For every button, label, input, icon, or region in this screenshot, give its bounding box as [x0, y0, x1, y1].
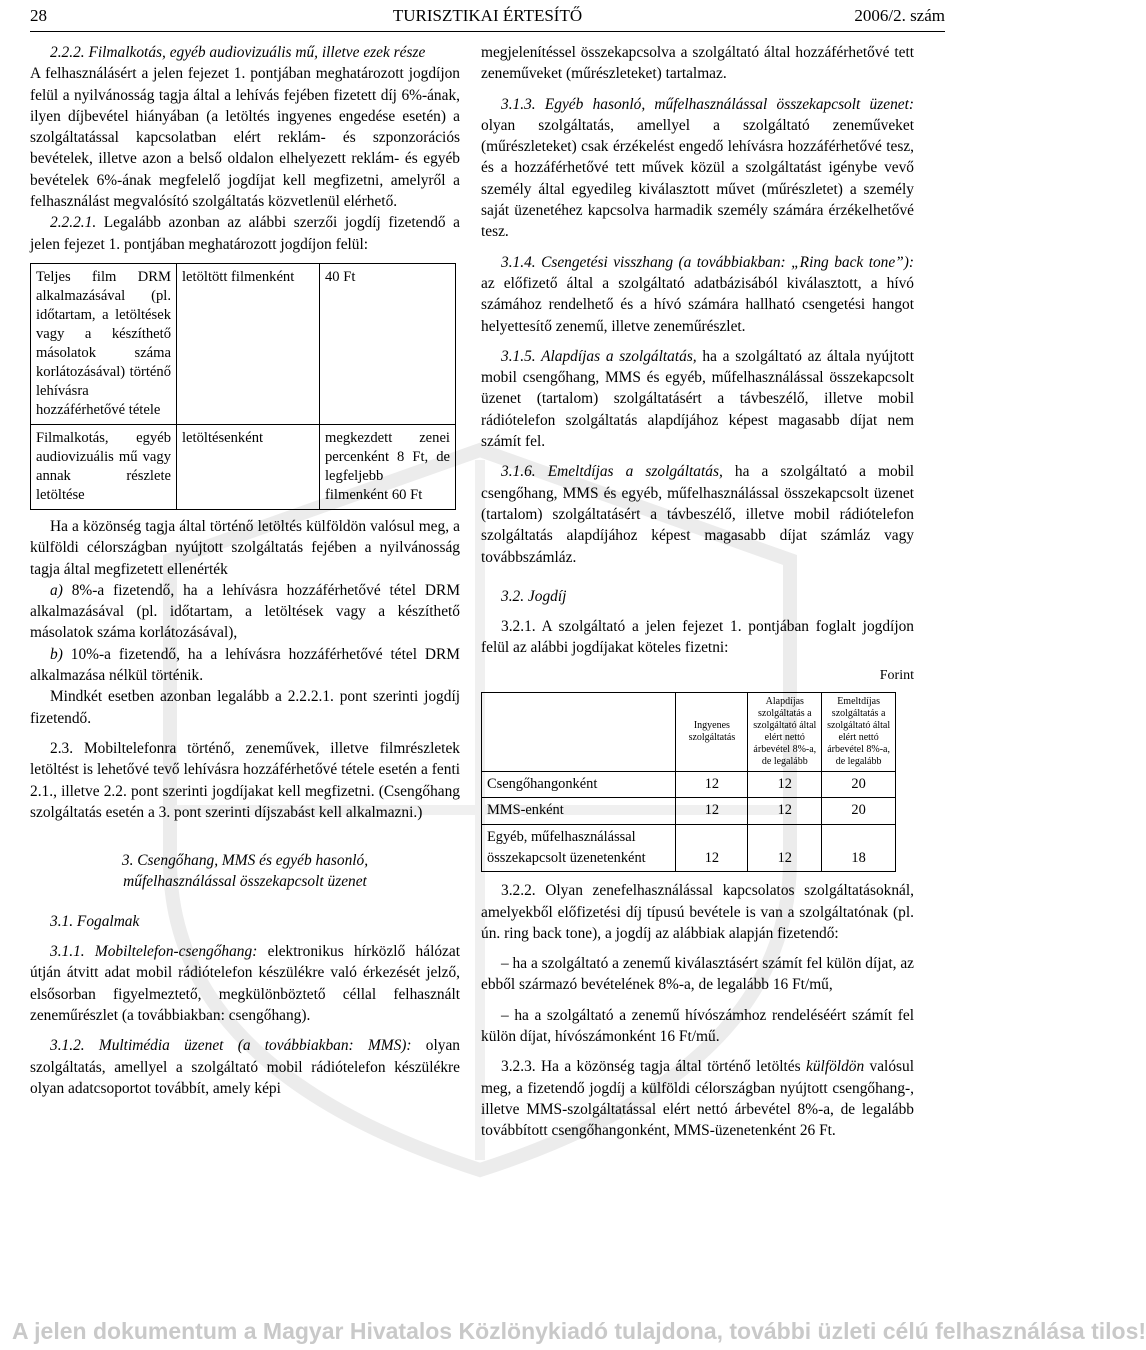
section-3-2-2: 3.2.2. Olyan zenefelhasználással kapcsolatos szolgáltatásoknál, amelyekből előfizetési díj típusú bevétele is van a szolgáltatónak (pl. ún. ring back tone), a jogdíj az alábbiak alapján fizetendő: — [481, 882, 914, 942]
table-cell: MMS-enként — [482, 798, 676, 824]
section-3-1-5: 3.1.5. Alapdíjas a szolgáltatás, ha a szolgáltató az általa nyújtott mobil csengőhang, MMS és egyéb, műfelhasználással összekapcsolt üzenet (tartalom) szolgáltatásért a távbeszélő, illetve mobil rádiótelefon szolgáltatás alapdíjához képest magasabb díjat nem számít fel. — [481, 347, 914, 451]
right-column — [481, 42, 914, 1141]
royalty-table — [481, 692, 896, 872]
left-column — [30, 42, 460, 1099]
table-row — [31, 424, 456, 509]
table-cell: 12 — [676, 798, 748, 824]
journal-title: TURISZTIKAI ÉRTESÍTŐ — [392, 6, 583, 25]
table-cell: 40 Ft — [320, 263, 456, 424]
table-cell: Egyéb, műfelhasználással összekapcsolt üzenetenként — [482, 824, 676, 872]
mms-continuation: megjelenítéssel összekapcsolva a szolgáltató által hozzáférhetővé tett zeneműveket (műrészleteket) tartalmaz. — [481, 44, 914, 83]
table-header — [482, 693, 676, 772]
section-2-2-2-body: A felhasználásért a jelen fejezet 1. pontjában meghatározott jogdíjon felül a nyilvánosság tagja által a lehívás fejében fizetett díj 6%-ának, ilyen díjbevétel hiányában (a letöltés ingyenes engedése esetén) a szolgáltatással kapcsolatban elért reklám- és szponzorációs bevételek, illetve azon a belső oldalon elhelyezett reklám- és egyéb bevételek 6%-ának megfelelő jogdíjat kell megfizetni, amelyről a felhasználást megvalósító szolgáltatás közvetlenül elérhető. — [30, 65, 460, 211]
section-2-2-2-title: 2.2.2. Filmalkotás, egyéb audiovizuális mű, illetve ezek része — [50, 44, 426, 61]
table-header: Ingyenes szolgáltatás — [676, 693, 748, 772]
currency-label: Forint — [879, 667, 914, 683]
table-header-row — [482, 693, 896, 772]
table-cell: 20 — [822, 798, 896, 824]
table-cell: 18 — [822, 824, 896, 872]
dash-item-2: – ha a szolgáltató a zenemű hívószámhoz rendeléséért számít fel külön díjat, hívószámonként 16 Ft/mű. — [481, 1006, 914, 1045]
section-3-1-4: 3.1.4. Csengetési visszhang (a továbbiakban: „Ring back tone”): az előfizető által a szolgáltató adatbázisából kiválasztott, a hívó számához rendelhető és a hívó számára hallható csengetési hangot helyettesítő zenemű, illetve zeneműrészlet. — [481, 253, 914, 335]
item-b: b) 10%-a fizetendő, ha a lehívásra hozzáférhetővé tétel DRM alkalmazása nélkül történik. — [30, 645, 460, 685]
table-cell: 12 — [748, 772, 822, 798]
table-cell: 12 — [676, 824, 748, 872]
section-2-2-2-1: 2.2.2.1. Legalább azonban az alábbi szerzői jogdíj fizetendő a jelen fejezet 1. pontjában meghatározott jogdíjon felül: — [30, 214, 460, 253]
issue-number: 2006/2. szám — [854, 6, 945, 25]
item-a: a) 8%-a fizetendő, ha a lehívásra hozzáférhetővé tétel DRM alkalmazásával (pl. időtartam, a letöltések vagy a készíthető másolatok száma korlátozásával), — [30, 581, 460, 642]
header-rule — [30, 31, 945, 32]
table-cell: 12 — [676, 772, 748, 798]
page-header — [30, 6, 945, 32]
table-cell: Csengőhangonként — [482, 772, 676, 798]
table-cell: Teljes film DRM alkalmazásával (pl. időtartam, a letöltések vagy a készíthető másolatok száma korlátozásával) történő lehívásra hozzáférhetővé tétele — [31, 263, 177, 424]
table-cell: 20 — [822, 772, 896, 798]
section-3-1-3: 3.1.3. Egyéb hasonló, műfelhasználással összekapcsolt üzenet: olyan szolgáltatás, amellyel a szolgáltató zeneműveket (műrészleteket) csak érzékelést engedő lehívásra hozzáférhetővé tesz, és a hozzáférhetővé tett művek közül a szolgáltatást igénybe vevő személy által egyedileg kiválasztott művet (műrészletet) a személy saját üzenetéhez kapcsolva harmadik személy számára érzékelhetővé tesz. — [481, 95, 914, 241]
table-cell: 12 — [748, 824, 822, 872]
section-2-3: 2.3. Mobiltelefonra történő, zeneművek, illetve filmrészletek letöltést is lehetővé tevő lehívásra hozzáférhetővé tétele esetén a fenti 2.1., illetve 2.2. pont szerinti jogdíjakat kell megfizetni. (Csengőhang szolgáltatás esetén a 3. pont szerinti díjszabást kell alkalmazni.) — [30, 739, 460, 821]
section-3-1-6: 3.1.6. Emeltdíjas a szolgáltatás, ha a szolgáltató a mobil csengőhang, MMS és egyéb, műfelhasználással összekapcsolt üzenet (tartalom) szolgáltatásért a távbeszélő, illetve mobil rádiótelefon szolgáltatás alapdíjához képest magasabb díjat számláz vagy továbbszámláz. — [481, 463, 914, 566]
table-header: Emeltdíjas szolgáltatás a szolgáltató által elért nettó árbevétel 8%-a, de legalább — [822, 693, 896, 772]
table-row — [31, 263, 456, 424]
dash-item-1: – ha a szolgáltató a zenemű kiválasztásért számít fel külön díjat, az ebből származó bevételének 8%-a, de legalább 16 Ft/mű, — [481, 955, 914, 994]
download-fee-table — [30, 263, 456, 510]
table-row — [482, 772, 896, 798]
table-cell: Filmalkotás, egyéb audiovizuális mű vagy annak részlete letöltése — [31, 424, 177, 509]
table-cell: 12 — [748, 798, 822, 824]
section-3-2-title: 3.2. Jogdíj — [501, 587, 567, 605]
table-cell: letöltésenként — [177, 424, 320, 509]
table-row — [482, 798, 896, 824]
table-row — [482, 824, 896, 872]
section-3-2-3: 3.2.3. Ha a közönség tagja által történő letöltés külföldön valósul meg, a fizetendő jogdíj a külföldi célországban nyújtott csengőhang-, illetve MMS-szolgáltatással elért nettó árbevétel 8%-a, de legalább továbbított csengőhangonként, MMS-üzenetenként 26 Ft. — [481, 1058, 914, 1140]
page-number: 28 — [30, 6, 47, 25]
section-3-1-title: 3.1. Fogalmak — [50, 912, 140, 930]
ownership-notice: A jelen dokumentum a Magyar Hivatalos Közlönykiadó tulajdona, további üzleti célú felhasználása tilos! — [12, 1318, 1146, 1344]
section-3-title: 3. Csengőhang, MMS és egyéb hasonló, műfelhasználással összekapcsolt üzenet — [121, 852, 369, 891]
section-3-2-1: 3.2.1. A szolgáltató a jelen fejezet 1. pontjában foglalt jogdíjon felül az alábbi jogdíjakat köteles fizetni: — [481, 618, 914, 657]
section-3-1-2: 3.1.2. Multimédia üzenet (a továbbiakban: MMS): olyan szolgáltatás, amellyel a szolgáltató mobil rádiótelefon készülékre olyan adatcsoportot továbbít, amely képi — [30, 1037, 461, 1097]
minimum-paragraph: Mindkét esetben azonban legalább a 2.2.2.1. pont szerinti jogdíj fizetendő. — [30, 688, 460, 727]
table-cell: letöltött filmenként — [177, 263, 320, 424]
table-header: Alapdíjas szolgáltatás a szolgáltató által elért nettó árbevétel 8%-a, de legalább — [748, 693, 822, 772]
abroad-paragraph: Ha a közönség tagja által történő letöltés külföldön valósul meg, a külföldi célországban nyújtott szolgáltatás fejében a nyilvánosság tagja által megfizetett ellenérték — [30, 517, 460, 578]
section-3-1-1: 3.1.1. Mobiltelefon-csengőhang: elektronikus hírközlő hálózat útján átvitt adat mobil rádiótelefon készülékre való érkezését jelző, elsősorban figyelmeztető, megkülönböztető céllal felhasznált zeneműrészlet (a továbbiakban: csengőhang). — [30, 943, 460, 1024]
table-cell: megkezdett zenei percenként 8 Ft, de legfeljebb filmenként 60 Ft — [320, 424, 456, 509]
